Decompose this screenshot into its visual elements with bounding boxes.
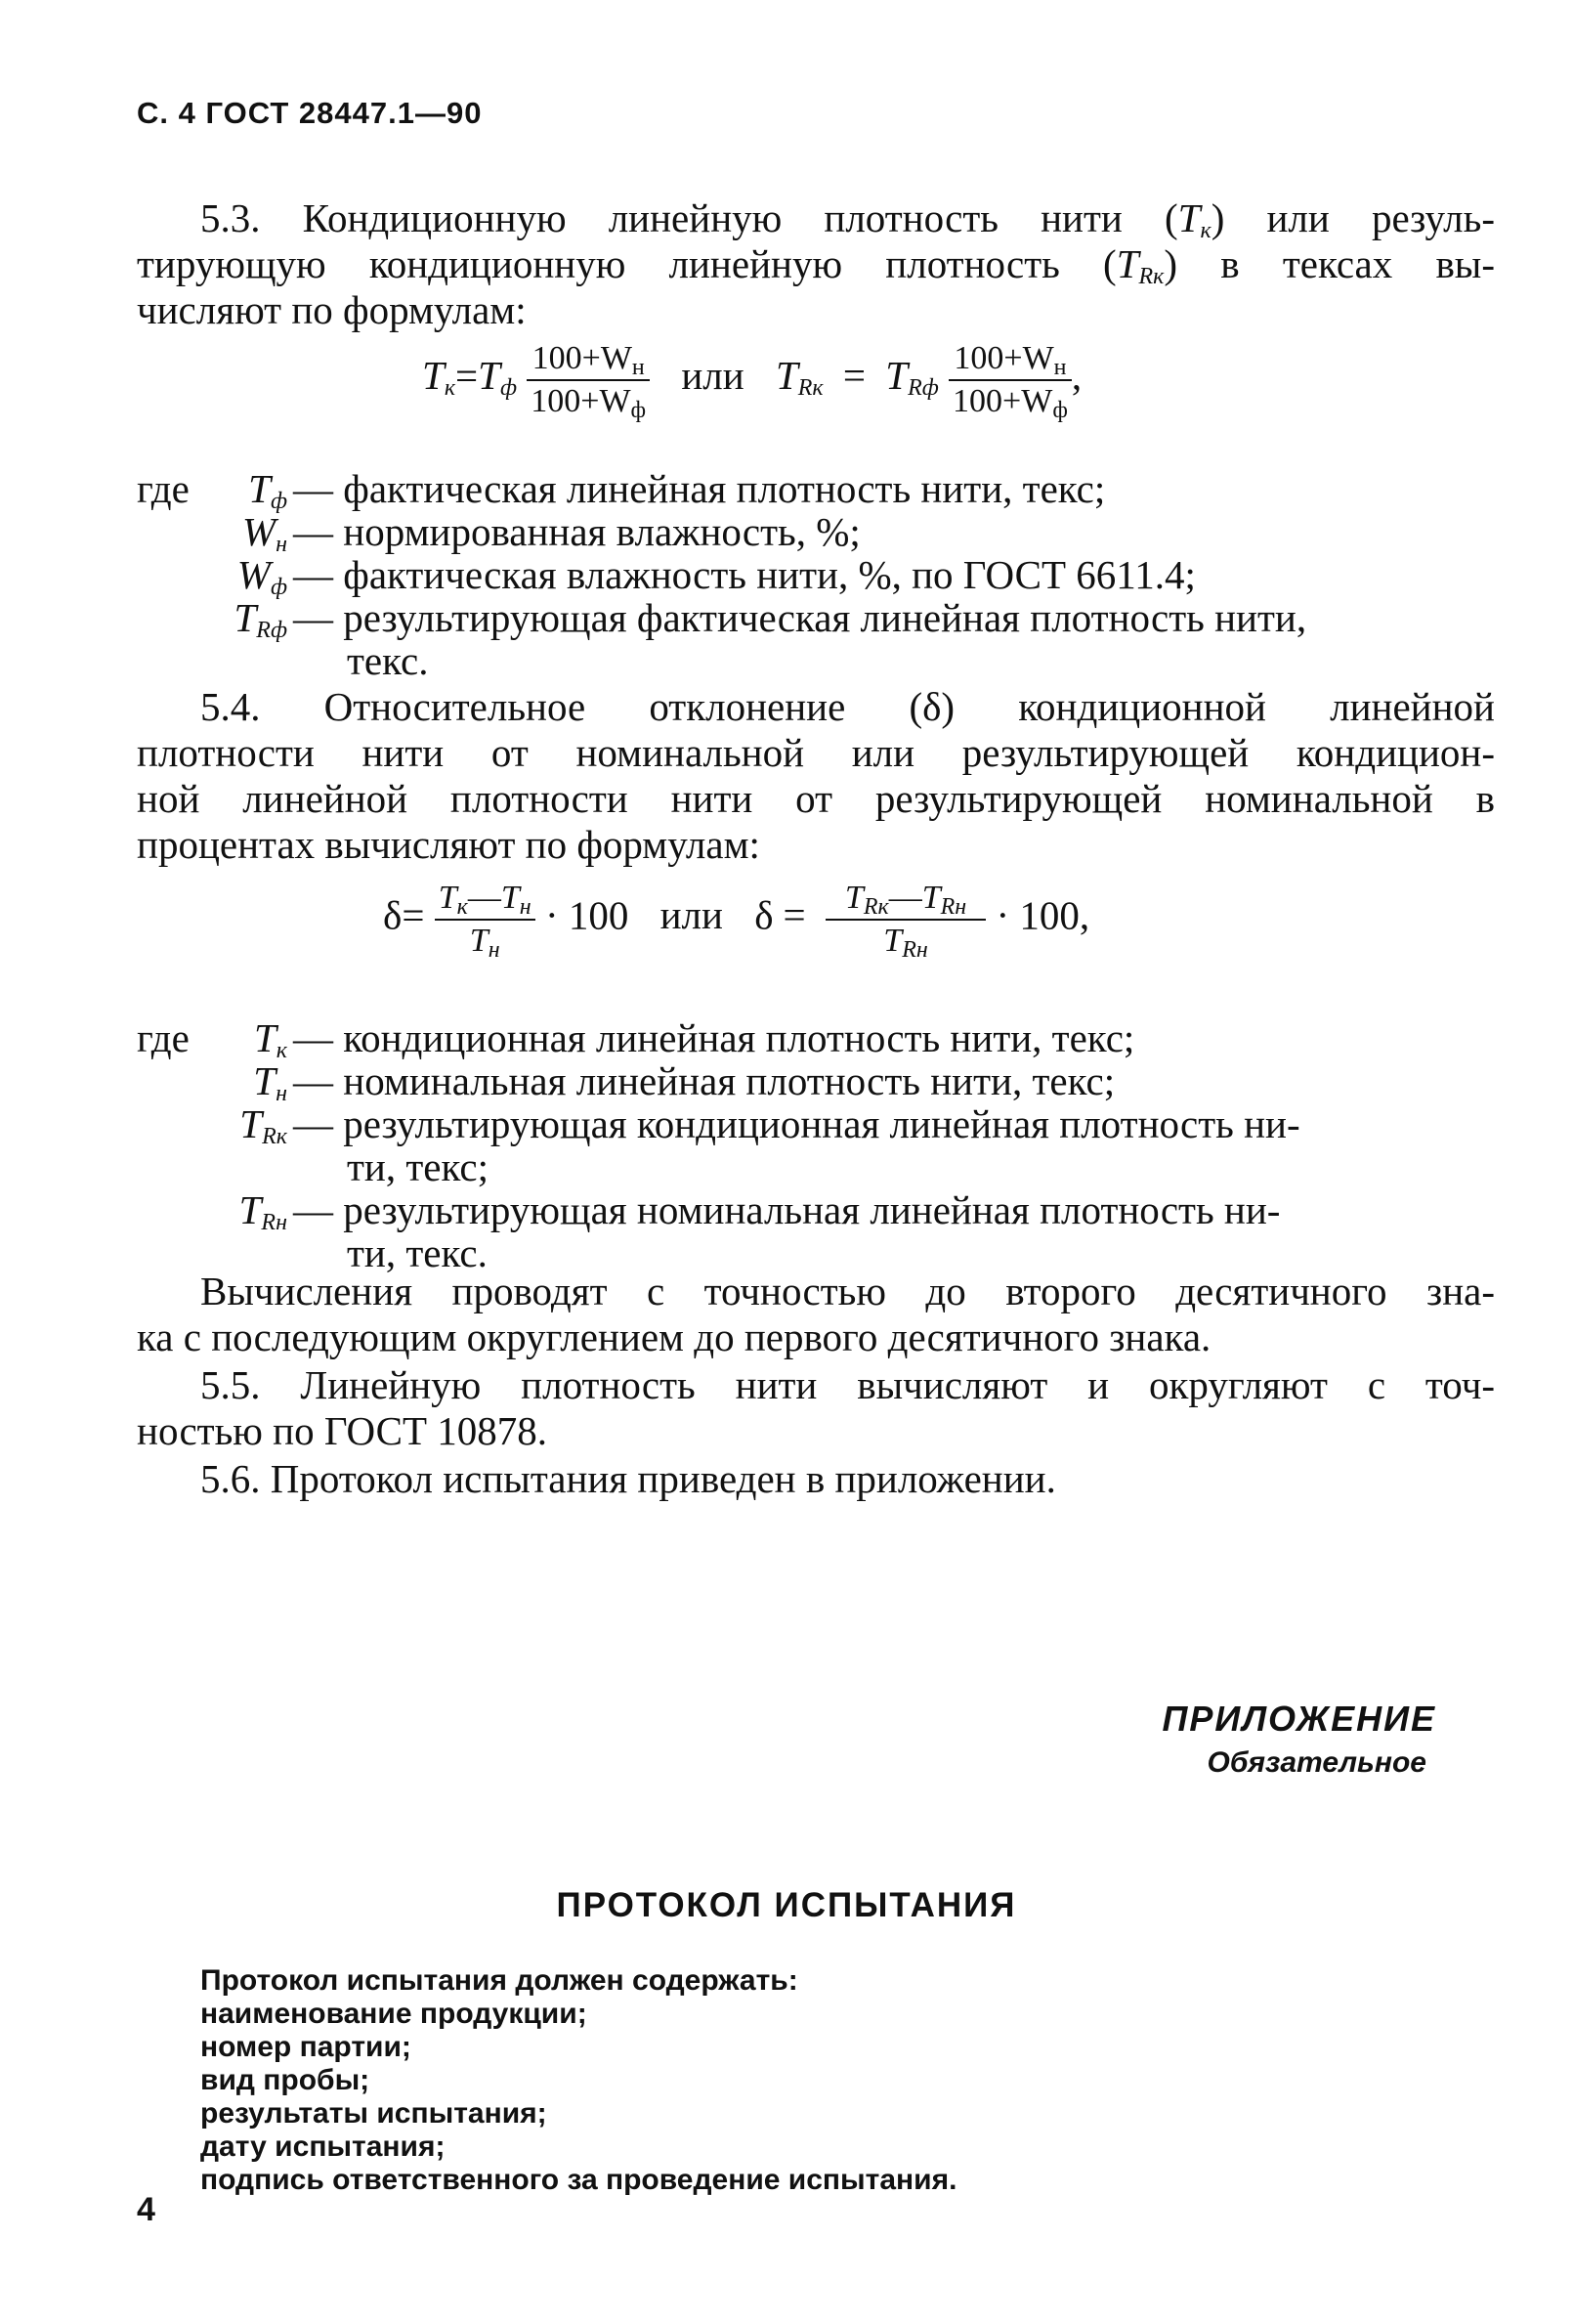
symbol-trk: $T_{Rк}$ (1116, 241, 1165, 289)
protocol-item: наименование продукции; (200, 1998, 587, 2030)
section-5-3-line-3: числяют по формулам: (137, 287, 527, 332)
where2-item: где (137, 1015, 190, 1060)
section-5-4 (137, 684, 1495, 868)
protocol-list (200, 1964, 957, 2197)
where1-symbol: $T_ф$ (248, 466, 287, 514)
calc-line: Вычисления проводят с точностью до второго десятичного зна- (200, 1269, 1495, 1313)
appendix-title: ПРИЛОЖЕНИЕ (1162, 1699, 1436, 1739)
page-number: 4 (137, 2191, 155, 2228)
page-header: С. 4 ГОСТ 28447.1—90 (137, 96, 483, 130)
section-5-4-line: ной линейной плотности нити от результирующей номинальной в (137, 776, 1495, 821)
where2-text: — номинальная линейная плотность нити, текс; (293, 1058, 1116, 1103)
appendix-subtitle: Обязательное (1207, 1746, 1426, 1779)
section-5-5 (137, 1362, 1495, 1454)
section-5-6 (200, 1456, 1495, 1502)
section-5-3-line-2: тирующую кондиционную линейную плотность $(T_{Rк})$ в тексах вы- (137, 241, 1495, 289)
calc-precision (137, 1269, 1495, 1360)
formula1-trk: $T_{Rк}$ (775, 353, 824, 402)
section-5-6-line: 5.6. Протокол испытания приведен в приложении. (200, 1456, 1056, 1501)
where1-text: — результирующая фактическая линейная плотность нити, (293, 595, 1307, 640)
where2-symbol: $T_{Rн}$ (238, 1187, 287, 1235)
where2-symbol: $T_к$ (253, 1015, 287, 1063)
formula1-fraction-2: $\frac{100+W_н}{100+W_ф}$ (949, 340, 1072, 420)
section-5-5-line: ностью по ГОСТ 10878. (137, 1408, 548, 1453)
protocol-item: Протокол испытания должен содержать: (200, 1964, 798, 1997)
where2-text: — кондиционная линейная плотность нити, текс; (293, 1015, 1135, 1060)
protocol-item: номер партии; (200, 2031, 411, 2063)
protocol-item: подпись ответственного за проведение испытания. (200, 2164, 957, 2196)
where-list-1 (137, 467, 1495, 692)
where1-text: — фактическая линейная плотность нити, текс; (293, 466, 1106, 511)
section-5-3 (137, 195, 1495, 333)
protocol-item: дату испытания; (200, 2130, 446, 2163)
symbol-tk: $T_к$ (1177, 195, 1212, 243)
protocol-title: ПРОТОКОЛ ИСПЫТАНИЯ (556, 1886, 1017, 1924)
where2-text: — результирующая кондиционная линейная плотность ни- (293, 1101, 1300, 1146)
where1-item: где (137, 466, 190, 511)
protocol-item: результаты испытания; (200, 2097, 547, 2130)
where1-symbol: $W_ф$ (236, 552, 287, 600)
formula1-tk: $T_к$ (422, 353, 456, 402)
where1-text-cont: текс. (347, 638, 429, 683)
where1-text: — фактическая влажность нити, %, по ГОСТ 6611.4; (293, 552, 1196, 597)
section-5-4-line: 5.4. Относительное отклонение (δ) кондиционной линейной (200, 684, 1495, 729)
section-5-4-line: плотности нити от номинальной или результирующей кондицион- (137, 730, 1495, 775)
where2-text: — результирующая номинальная линейная плотность ни- (293, 1187, 1281, 1232)
formula2-fraction-1: $\frac{T_к—T_н}{T_н}$ (435, 880, 535, 960)
where2-symbol: $T_{Rк}$ (239, 1101, 287, 1149)
section-5-4-line: процентах вычисляют по формулам: (137, 822, 760, 867)
where2-text-cont: ти, текс. (347, 1230, 488, 1275)
where1-text: — нормированная влажность, %; (293, 509, 861, 554)
section-5-3-line-1: 5.3. Кондиционную линейную плотность нити $(T_к)$ или резуль- (200, 195, 1495, 243)
section-5-5-line: 5.5. Линейную плотность нити вычисляют и округляют с точ- (200, 1362, 1495, 1407)
formula-conditional-density: $T_к=T_ф$ $\frac{100+W_н}{100+W_ф}$ или $T_{Rк} = T_{Rф}$ $\frac{100+W_н}{100+W_ф}$ , (422, 340, 1083, 423)
formula2-fraction-2: $\frac{T_{Rк}—T_{Rн}}{T_{Rн}}$ (826, 880, 986, 960)
protocol-item: вид пробы; (200, 2064, 370, 2096)
calc-line: ка с последующим округлением до первого десятичного знака. (137, 1314, 1212, 1359)
formula-relative-deviation: δ= $\frac{T_к—T_н}{T_н}$ · 100 или δ = $\frac{T_{Rк}—T_{Rн}}{T_{Rн}}$ · 100, (383, 880, 1090, 963)
where-list-2 (137, 1015, 1495, 1275)
where1-symbol: $W_н$ (241, 509, 287, 557)
where2-symbol: $T_н$ (253, 1058, 287, 1106)
where2-text-cont: ти, текс; (347, 1144, 489, 1189)
where1-symbol: $T_{Rф}$ (234, 595, 287, 643)
formula1-fraction-1: $\frac{100+W_н}{100+W_ф}$ (527, 340, 650, 420)
